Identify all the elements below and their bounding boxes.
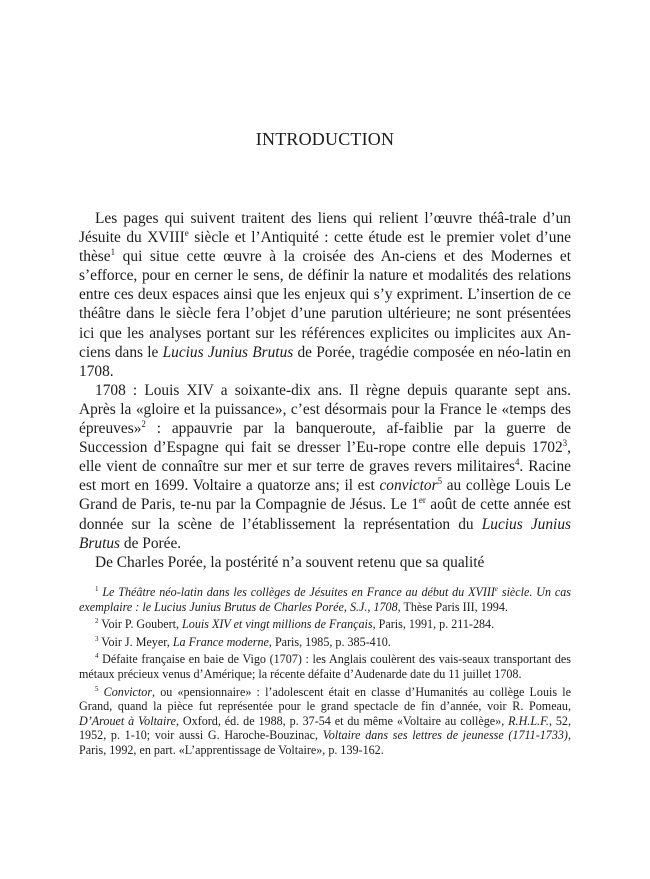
paragraph-2 xyxy=(79,381,571,553)
footnote-4 xyxy=(79,652,571,681)
footnote-1-title-a: Le Théâtre néo-latin dans les collèges de Jésuites en France au début du XVIII xyxy=(98,585,495,599)
p2-text-e: au collège Louis Le Grand de Paris, te-nu par la Compagnie de Jésus. Le 1 xyxy=(79,477,571,514)
footnote-5-title-1: D’Arouet à Voltaire xyxy=(79,713,176,728)
p1-text-a: Les pages qui suivent traitent des liens qui relient l’œuvre théâ-trale d’un Jésuite du XVIII xyxy=(79,210,571,247)
p2-convictor-italic: convictor xyxy=(379,477,438,495)
footnote-ref-3: 3 xyxy=(562,438,568,448)
footnote-ref-2: 2 xyxy=(141,418,146,429)
p1-sup-a: e xyxy=(184,227,189,238)
p1-text-b: siècle et l’Antiquité : cette étude est le premier volet d’une thèse xyxy=(79,229,571,266)
p2-text-f: août de cette année est donnée sur la scène de l’établissement la représentation du xyxy=(79,496,571,533)
footnote-5-text-a: , ou «pensionnaire» : l’adolescent était en classe d’Humanités au collège Louis le Grand, quand la pièce fut représentée pour le grand spectacle de fin d’année, voir R. Pomeau, xyxy=(79,684,571,714)
paragraph-1 xyxy=(79,209,571,381)
footnote-1-number: 1 xyxy=(95,584,99,593)
p2-text-d: . Racine est mort en 1699. Voltaire a quatorze ans; il est xyxy=(79,458,571,495)
p1-title-italic: Lucius Junius Brutus xyxy=(162,343,294,361)
footnote-2-title: Louis XIV et vingt millions de Français xyxy=(182,617,373,632)
footnote-4-number: 4 xyxy=(95,652,99,661)
paragraph-3: De Charles Porée, la postérité n’a souvent retenu que sa qualité xyxy=(95,553,485,571)
footnotes xyxy=(79,585,571,758)
p1-text-d: de Porée, tragédie composée en néo-latin en 1708. xyxy=(79,343,571,380)
footnote-5 xyxy=(79,685,571,758)
page-title: INTRODUCTION xyxy=(255,129,395,149)
footnote-3-number: 3 xyxy=(95,634,99,643)
p1-text-c: qui situe cette œuvre à la croisée des An-ciens et des Modernes et s’efforce, pour en cerner le sens, de définir la nature et modalités des relations entre ces deux espaces ainsi que les enjeux qui s’y expriment. L’insertion de ce théâtre dans le siècle fera l’objet d’une parution ultérieure; ne sont présentées ici que les analyses portant sur les références explicites ou implicites aux An-ciens dans le xyxy=(79,248,571,361)
footnote-3-text-a: Voir J. Meyer, xyxy=(98,634,173,649)
footnote-1-rest: , Thèse Paris III, 1994. xyxy=(397,599,508,614)
footnote-5-journal: R.H.L.F. xyxy=(508,713,549,728)
footnote-5-number: 5 xyxy=(95,684,99,693)
footnote-5-text-b: , Oxford, éd. de 1988, p. 37-54 et du même «Voltaire au collège», xyxy=(175,713,509,728)
footnote-3 xyxy=(79,635,571,650)
p2-text-g: de Porée. xyxy=(120,534,182,552)
footnote-4-text: Défaite française en baie de Vigo (1707) : les Anglais coulèrent des vais-seaux transportant des métaux précieux venus d’Amérique; la récente défaite d’Audenarde date du 11 juillet 1708. xyxy=(79,652,571,681)
footnote-2-text-b: , Paris, 1991, p. 211-284. xyxy=(372,617,495,632)
footnote-5-text-c: , 52, 1952, p. 1-10; voir aussi G. Haroche-Bouzinac, xyxy=(79,713,571,743)
p2-text-c: , elle vient de connaître sur mer et sur terre de graves revers militaires xyxy=(79,439,571,476)
footnote-3-title: La France moderne xyxy=(172,634,269,649)
footnote-3-text-b: , Paris, 1985, p. 385-410. xyxy=(268,634,391,649)
p2-ordinal-sup: er xyxy=(418,495,426,506)
footnote-2 xyxy=(79,617,571,632)
footnote-2-text-a: Voir P. Goubert, xyxy=(98,617,183,632)
footnote-ref-1: 1 xyxy=(110,247,116,258)
p2-text-b: : appauvrie par la banqueroute, af-faiblie par la guerre de Succession d’Espagne qui fait se dresser l’Eu-rope contre elle depuis 1702 xyxy=(79,420,571,457)
main-text xyxy=(79,209,571,572)
footnote-ref-5: 5 xyxy=(437,476,443,487)
footnote-ref-4: 4 xyxy=(514,457,520,468)
p2-title-italic: Lucius Junius Brutus xyxy=(79,515,572,552)
footnote-2-number: 2 xyxy=(95,617,99,626)
footnote-1 xyxy=(79,585,571,614)
p2-text-a: 1708 : Louis XIV a soixante-dix ans. Il règne depuis quarante sept ans. Après la «gloire et la puissance», c’est désormais pour la France le «temps des épreuves» xyxy=(79,381,571,438)
footnote-5-text-d: , Paris, 1992, en part. «L’apprentissage de Voltaire», p. 139-162. xyxy=(79,728,571,757)
footnote-1-title-sup: e xyxy=(494,584,499,593)
footnote-5-term: Convictor xyxy=(98,684,153,699)
footnote-1-title-b: siècle. Un cas exemplaire : le Lucius Junius Brutus de Charles Porée, S.J., 1708 xyxy=(79,585,571,614)
footnote-5-title-2: Voltaire dans ses lettres de jeunesse (1711-1733) xyxy=(322,728,568,743)
